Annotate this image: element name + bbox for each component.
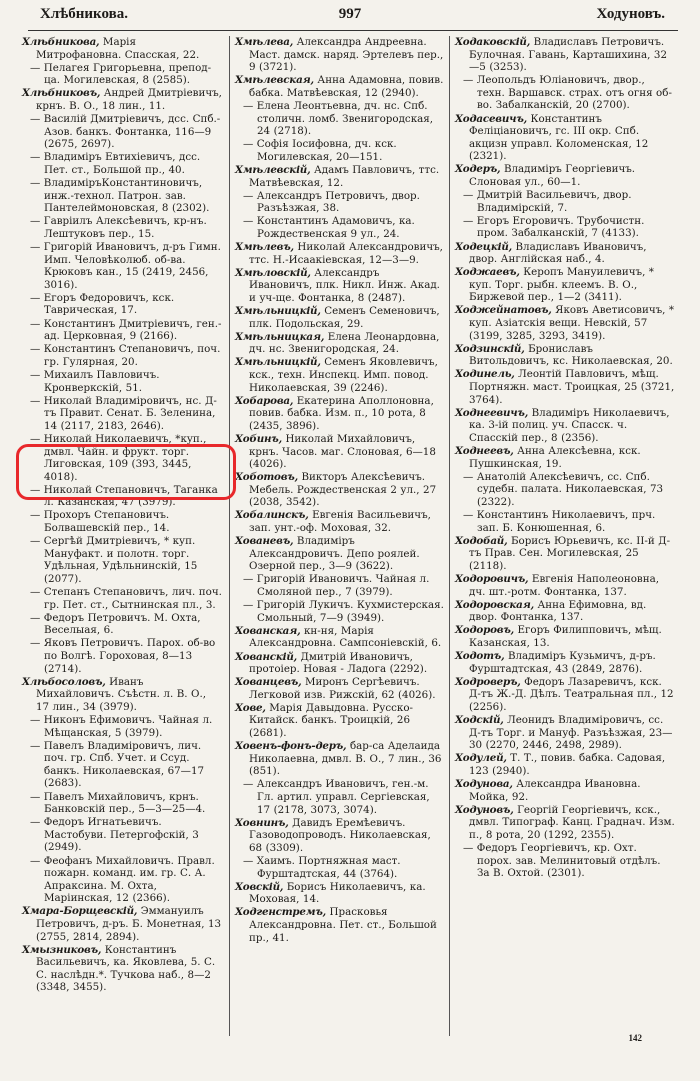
entry-surname: Ходроверъ, [455, 675, 521, 688]
entry-text: Николай Михайловичъ, крнъ. Часов. маг. Слоновая, 6—18 (4026). [249, 432, 436, 471]
entry-text: Федоръ Игнатьевичъ. Мастобуви. Петергофскій, 3 (2949). [43, 816, 199, 854]
entry-text: Семенъ Семеновичъ, плк. Подольская, 29. [249, 304, 440, 330]
entry-text: Григорій Ивановичъ, д-ръ Гимн. Имп. Человѣколюб. об-ва. Крюковъ кан., 15 (2419, 2456, 3016). [43, 241, 221, 291]
entry-text: Александра Ивановна. Мойка, 92. [469, 777, 641, 803]
directory-entry [455, 804, 675, 842]
directory-entry [22, 318, 222, 343]
entry-surname: Хмѣльницкій, [235, 356, 321, 369]
entry-surname: Ходгенстремъ, [235, 906, 327, 919]
entry-text: Владиміръ Николаевичъ, ка. 3-ій полиц. уч. Спасск. ч. Спасскій пер., 8 (2356). [469, 406, 670, 444]
entry-surname: Хоботовъ, [235, 471, 298, 484]
directory-entry [22, 113, 222, 151]
entry-surname: Хмѣловскій, [235, 266, 311, 279]
entry-text: Владиміръ Кузьмичъ, д-ръ. Фурштадтская, 43 (2849, 2876). [469, 650, 656, 675]
entry-surname: Хлѣбосоловъ, [22, 675, 106, 688]
entry-surname: Ходнеевъ, [455, 445, 514, 457]
entry-text: Константинъ Васильевичъ, ка. Яковлева, 5. С. С. наслѣдн.*. Тучкова наб., 8—2 (3348, 3455). [36, 943, 216, 994]
directory-entry [22, 740, 222, 790]
directory-entry [235, 881, 445, 906]
directory-entry [455, 650, 675, 675]
entry-text: Марія Давыдовна. Русско-Китайск. банкъ. Троицкій, 26 (2681). [249, 701, 414, 740]
entry-text: Марія Митрофановна. Спасская, 22. [36, 36, 200, 61]
entry-text: Леонтій Павловичъ, мѣщ. Портняжн. маст. Троицкая, 25 (3721, 3764). [469, 368, 675, 406]
entry-surname: Ходинель, [455, 368, 515, 381]
entry-text: Василій Дмитріевичъ, дсс. Спб.-Азов. банкъ. Фонтанка, 116—9 (2675, 2697). [43, 113, 221, 151]
running-head-left: Хлѣбникова. [40, 6, 128, 22]
directory-entry [235, 164, 445, 189]
entry-surname: Ходуновъ, [455, 803, 514, 816]
entry-surname: Ходасевичъ, [455, 112, 527, 125]
entry-surname: Хлѣбникова, [22, 36, 100, 48]
directory-entry [455, 241, 675, 266]
entry-text: Викторъ Алексѣевичъ. Мебель. Рождественская 2 ул., 27 (2038, 3542). [249, 471, 437, 509]
running-head-right: Ходуновъ. [596, 6, 665, 22]
directory-entry [22, 791, 222, 816]
entry-text: Андрей Дмитріевичъ, крнъ. В. О., 18 лин., 11. [36, 87, 222, 112]
entry-surname: Ходзинскій, [455, 342, 525, 355]
entry-text: Давидъ Еремѣевичъ. Газоводопроводъ. Николаевская, 68 (3309). [249, 816, 431, 854]
entry-text: Георгій Георгіевичъ, кск., дмвл. Типограф. Канц. Граднач. Изм. п., 8 рота, 20 (1292, 2355). [469, 803, 675, 841]
entry-surname: Хованевъ, [235, 535, 294, 548]
directory-entry [22, 816, 222, 854]
entry-text: Елена Леонардовна, дч. нс. Звенигородская, 24. [249, 330, 440, 356]
entry-text: Сергѣй Дмитріевичъ, * куп. Мануфакт. и полотн. торг. Удѣльная, Удѣльнинскій, 15 (2077). [43, 535, 198, 585]
directory-entry [22, 714, 222, 739]
directory-entry [235, 702, 445, 740]
directory-entry [455, 714, 675, 752]
entry-text: Михаилъ Павловичъ. Кронверкскій, 51. [43, 368, 160, 394]
entry-text: Александръ Петровичъ, двор. Разъѣзжая, 38. [256, 189, 420, 215]
directory-entry [455, 74, 675, 112]
directory-entry [455, 599, 675, 624]
entry-surname: Хмѣльницкій, [235, 304, 321, 317]
entry-text: Борисъ Юрьевичъ, кс. II-й Д-тъ Прав. Сен. Могилевская, 25 (2118). [469, 534, 671, 572]
entry-surname: Хобарова, [235, 394, 294, 407]
directory-entry [22, 637, 222, 675]
directory-entry [455, 509, 675, 534]
entry-text: Иванъ Михайловичъ. Съѣстн. л. В. О., 17 лин., 34 (3979). [36, 675, 207, 713]
entry-text: Александръ Ивановичъ, плк. Никл. Инж. Акад. и уч-ще. Фонтанка, 8 (2487). [249, 266, 440, 304]
entry-text: Леопольдъ Юліановичъ, двор., техн. Варшавск. страх. отъ огня об-во. Забалканскій, 20 (2700). [476, 74, 672, 112]
entry-text: Николай Владиміровичъ, нс. Д-тъ Правит. Сенат. Б. Зеленина, 14 (2117, 2183, 2646). [43, 394, 217, 432]
entry-text: Анна Ефимовна, вд. двор. Фонтанка, 137. [469, 598, 647, 624]
entry-text: Дмитрій Ивановичъ, протоіер. Новая - Ладога (2292). [249, 650, 428, 676]
column-3 [455, 36, 675, 880]
directory-entry [235, 331, 445, 356]
entry-text: Гавріилъ Алексѣевичъ, кр-нъ. Лештуковъ пер., 15. [43, 215, 207, 240]
directory-entry [455, 624, 675, 649]
entry-surname: Хмѣлевская, [235, 74, 314, 87]
directory-entry [235, 573, 445, 598]
entry-surname: Хмѣлевскій, [235, 163, 311, 176]
entry-surname: Ходжаевъ, [455, 266, 520, 279]
directory-entry [455, 266, 675, 304]
directory-entry [455, 471, 675, 509]
entry-surname: Хмѣльницкая, [235, 330, 325, 343]
entry-text: Константинъ Николаевичъ, прч. зап. Б. Конюшенная, 6. [476, 508, 656, 534]
directory-entry [235, 267, 445, 305]
page-number: 997 [338, 6, 362, 22]
entry-text: Александра Андреевна. Маст. дамск. наряд. Эртелевъ пер., 9 (3721). [249, 36, 444, 74]
directory-entry [22, 535, 222, 585]
directory-entry [22, 215, 222, 240]
entry-surname: Хованцевъ, [235, 676, 302, 689]
directory-entry [22, 509, 222, 534]
directory-entry [455, 343, 675, 368]
directory-entry [235, 74, 445, 99]
page-mark: 142 [628, 1033, 642, 1043]
directory-entry [22, 586, 222, 611]
directory-entry [22, 905, 222, 943]
directory-entry [235, 778, 445, 816]
directory-entry [455, 163, 675, 188]
entry-text: Евгенія Наполеоновна, дч. шт.-ротм. Фонтанка, 137. [469, 572, 659, 598]
entry-text: Константинъ Феліціановичъ, гс. III окр. Спб. акцизн управл. Коломенская, 12 (2321). [469, 112, 649, 163]
directory-entry [455, 215, 675, 240]
directory-entry [235, 599, 445, 624]
entry-text: Егоръ Федоровичъ, кск. Таврическая, 17. [43, 291, 175, 317]
directory-entry [22, 395, 222, 433]
entry-text: Владиміръ Евтихіевичъ, дсс. Пет. ст., Большой пр., 40. [43, 151, 201, 176]
directory-entry [22, 292, 222, 317]
entry-surname: Ходжейнатовъ, [455, 304, 552, 317]
directory-entry [235, 855, 445, 880]
entry-surname: Ходнеевичъ, [455, 406, 529, 419]
directory-entry [22, 36, 222, 61]
entry-text: Евгенія Васильевичъ, зап. унт.-оф. Моховая, 32. [249, 509, 431, 535]
directory-entry [22, 855, 222, 905]
entry-text: Анна Адамовна, повив. бабка. Матвѣевская, 12 (2940). [249, 74, 444, 99]
entry-text: Анна Алексѣевна, кск. Пушкинская, 19. [469, 445, 641, 470]
entry-text: Прасковья Александровна. Пет. ст., Большой пр., 41. [249, 906, 437, 944]
directory-entry [235, 356, 445, 394]
entry-surname: Ховскій, [235, 880, 284, 893]
entry-text: Владиславъ Петровичъ. Булочная. Гавань, Карташихина, 32—5 (3253). [469, 36, 668, 74]
entry-text: Григорій Лукичъ. Кухмистерская. Смольный, 7—9 (3949). [256, 599, 444, 624]
entry-surname: Ходеръ, [455, 163, 501, 176]
entry-surname: Хобинъ, [235, 432, 282, 445]
directory-entry [455, 752, 675, 777]
entry-text: Феофанъ Михайловичъ. Правл. пожарн. команд. им. гр. С. А. Апраксина. М. Охта, Маріинская, 12 (2366). [43, 854, 215, 905]
column-1 [22, 36, 222, 995]
entry-text: Хаимъ. Портняжная маст. Фурштадтская, 44 (3764). [256, 855, 401, 880]
directory-entry [455, 573, 675, 598]
directory-entry [455, 445, 675, 470]
entry-text: Федоръ Петровичъ. М. Охта, Веселыая, 6. [43, 611, 201, 637]
entry-text: Никонъ Ефимовичъ. Чайная л. Мѣщанская, 5 (3979). [43, 713, 213, 739]
directory-entry [235, 676, 445, 701]
directory-entry [235, 241, 445, 266]
directory-entry [235, 906, 445, 944]
entry-surname: Хмызниковъ, [22, 943, 102, 956]
entry-text: Григорій Ивановичъ. Чайная л. Смоляной пер., 7 (3979). [256, 573, 430, 599]
entry-text: Борисъ Николаевичъ, ка. Моховая, 14. [249, 880, 426, 906]
entry-surname: Хлѣбниковъ, [22, 87, 101, 100]
column-2 [235, 36, 445, 945]
directory-entry [22, 676, 222, 714]
entry-text: Семенъ Яковлевичъ, кск., техн. Инспекц. Имп. повод. Николаевская, 39 (2246). [249, 356, 438, 394]
entry-surname: Хмѣлевъ, [235, 241, 294, 253]
entry-text: Яковъ Аветисовичъ, * куп. Азіатскія вещи. Невскій, 57 (3199, 3285, 3293, 3419). [469, 304, 675, 342]
entry-surname: Хмѣлева, [235, 36, 294, 48]
entry-text: Екатерина Аполлоновна, повив. бабка. Изм. п., 10 рота, 8 (2435, 3896). [249, 394, 434, 432]
entry-text: Эммануилъ Петровичъ, д-ръ. Б. Монетная, 13 (2755, 2814, 2894). [36, 905, 222, 943]
directory-entry [22, 62, 222, 87]
entry-surname: Ходаковскій, [455, 36, 531, 48]
directory-entry [235, 817, 445, 855]
directory-entry [235, 395, 445, 433]
entry-text: Керопъ Мануилевичъ, * куп. Торг. рыбн. клеемъ. В. О., Биржевой пер., 1—2 (3411). [469, 266, 654, 304]
entry-text: Егоръ Филипповичъ, мѣщ. Казанская, 13. [469, 624, 662, 649]
entry-text: Миронъ Сергѣевичъ. Легковой изв. Рижскій, 62 (4026). [249, 676, 436, 701]
entry-text: Яковъ Петровичъ. Парох. об-во по Волгѣ. Гороховая, 8—13 (2714). [43, 637, 216, 675]
directory-entry [235, 215, 445, 240]
directory-entry [235, 509, 445, 534]
directory-entry [455, 407, 675, 445]
directory-entry [235, 100, 445, 138]
entry-text: Федоръ Георгіевичъ, кр. Охт. порох. зав. Мелинитовый отдѣлъ. За В. Охтой. (2301). [476, 841, 661, 880]
entry-text: Прохоръ Степановичъ. Болвашевскій пер., 14. [43, 509, 170, 535]
directory-entry [455, 36, 675, 74]
directory-entry [22, 87, 222, 112]
directory-entry [455, 189, 675, 214]
directory-entry [235, 433, 445, 471]
entry-text: Павелъ Михайловичъ, крнъ. Банковскій пер., 5—3—25—4. [43, 790, 206, 816]
entry-text: Софія Іосифовна, дч. кск. Могилевская, 20—151. [256, 138, 397, 163]
directory-entry [235, 651, 445, 676]
entry-text: Константинъ Дмитріевичъ, ген.-ад. Церковная, 9 (2166). [43, 317, 222, 343]
directory-entry [235, 625, 445, 650]
entry-surname: Ходоровичъ, [455, 572, 529, 585]
entry-text: бар-са Аделаида Николаевна, дмвл. В. О., 7 лин., 36 (851). [249, 740, 442, 778]
directory-entry [455, 368, 675, 406]
entry-surname: Хованскій, [235, 650, 298, 663]
directory-entry [455, 113, 675, 163]
entry-surname: Ховенъ-фонъ-деръ, [235, 740, 347, 753]
entry-surname: Хове, [235, 701, 266, 714]
entry-text: Адамъ Павловичъ, ттс. Матвѣевская, 12. [249, 163, 440, 189]
directory-entry [22, 151, 222, 176]
entry-surname: Хобалинскъ, [235, 509, 309, 522]
entry-text: кн-ня, Марія Александровна. Сампсоніевскій, 6. [249, 624, 442, 650]
entry-surname: Ходунова, [455, 777, 513, 790]
entry-text: Дмитрій Васильевичъ, двор. Владимірскій, 7. [476, 189, 632, 214]
directory-entry [22, 612, 222, 637]
directory-entry [235, 138, 445, 163]
entry-surname: Ховнинъ, [235, 816, 289, 829]
entry-text: Николай Александровичъ, ттс. Н.-Исаакіевская, 12—3—9. [249, 241, 443, 266]
entry-text: Владиміръ Александровичъ. Депо роялей. Озерной пер., 3—9 (3622). [249, 535, 420, 573]
entry-surname: Ходоровская, [455, 598, 535, 611]
entry-text: Леонидъ Владиміровичъ, сс. Д-тъ Торг. и Мануф. Разъѣзжая, 23—30 (2270, 2446, 2498, 2989). [469, 713, 673, 752]
entry-text: Пелагея Григорьевна, препод-ца. Могилевская, 8 (2585). [43, 61, 212, 87]
entry-text: Федоръ Лазаревичъ, кск. Д-тъ Ж.-Д. Дѣлъ. Театральная пл., 12 (2256). [469, 675, 674, 713]
entry-text: Степанъ Степановичъ, лич. поч. гр. Пет. ст., Сытнинская пл., 3. [43, 586, 222, 611]
entry-text: Александръ Ивановичъ, ген.-м. Гл. артил. управл. Сергіевская, 17 (2178, 3073, 3074). [256, 778, 430, 816]
entry-surname: Ходотъ, [455, 650, 505, 662]
entry-text: Павелъ Владиміровичъ, лич. поч. гр. Спб. Учет. и Ссуд. банкъ. Николаевская, 67—17 (2683). [43, 739, 205, 790]
directory-entry [235, 305, 445, 330]
entry-text: Владиславъ Ивановичъ, двор. Англійская наб., 4. [469, 240, 647, 266]
entry-text: Владиміръ Георгіевичъ. Слоновая ул., 60—1. [469, 163, 636, 189]
column-separator [229, 36, 230, 1036]
entry-text: ВладиміръКонстантиновичъ, инж.-технол. Патрон. зав. Пантелеймоновская, 8 (2302). [43, 177, 210, 215]
entry-text: Елена Леонтьевна, дч. нс. Спб. столичн. ломб. Звенигородская, 24 (2718). [256, 99, 434, 138]
entry-text: Константинъ Степановичъ, поч. гр. Гулярная, 20. [43, 343, 221, 368]
entry-surname: Хмара-Борщевскій, [22, 905, 138, 918]
entry-text: Николай Николаевичъ, *куп., дмвл. Чайн. и фрукт. торг. Лиговская, 109 (393, 3445, 4018). [43, 432, 207, 483]
entry-surname: Ходобай, [455, 534, 508, 547]
directory-entry [22, 369, 222, 394]
directory-entry [455, 304, 675, 342]
entry-surname: Ходоровъ, [455, 624, 514, 637]
entry-surname: Ходецкій, [455, 240, 512, 253]
directory-entry [455, 535, 675, 573]
entry-text: Николай Степановичъ, Таганка л. Казанская, 47 (3979). [43, 483, 218, 509]
highlight-annotation [16, 444, 236, 500]
directory-entry [235, 740, 445, 778]
directory-entry [235, 190, 445, 215]
entry-text: Брониславъ Витольдовичъ, кс. Николаевская, 20. [469, 342, 673, 368]
entry-text: Анатолій Алексѣевичъ, сс. Спб. судебн. палата. Николаевская, 73 (2322). [476, 470, 664, 508]
directory-entry [455, 842, 675, 880]
directory-entry [22, 177, 222, 215]
entry-text: Егоръ Егоровичъ. Трубочистн. пром. Забалканскій, 7 (4133). [476, 214, 645, 240]
column-separator [449, 36, 450, 1036]
directory-entry [235, 535, 445, 573]
entry-surname: Ходулей, [455, 752, 507, 765]
entry-surname: Хованская, [235, 624, 301, 637]
entry-text: Константинъ Адамовичъ, ка. Рождественская 9 ул., 24. [256, 215, 415, 240]
directory-entry [22, 343, 222, 368]
entry-text: Т. Т., повив. бабка. Садовая, 123 (2940). [469, 752, 666, 777]
directory-entry [22, 241, 222, 291]
entry-surname: Ходскій, [455, 713, 504, 726]
header-rule [28, 30, 678, 31]
directory-entry [22, 944, 222, 994]
directory-entry [235, 471, 445, 509]
directory-entry [455, 676, 675, 714]
directory-entry [235, 36, 445, 74]
directory-entry [455, 778, 675, 803]
